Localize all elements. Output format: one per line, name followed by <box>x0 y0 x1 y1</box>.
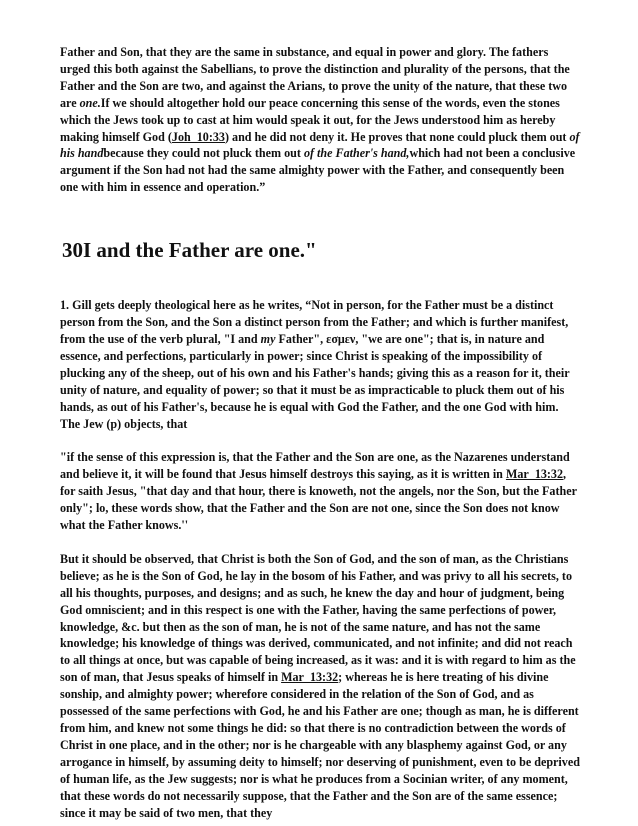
text-run: Father", εσμεν, "we are one"; that is, in nature and essence, and perfections, particularly in power; since Christ is speaking of the impossibility of plucking any of the sheep, out of his own and his Father's hands; giving this as a reason for it, their unity of nature, and equality of power; so that it must be as impracticable to pluck them out of his hands, as out of his Father's, because he is equal with God the Father, and the one God with him. The Jew (p) objects, that <box>60 331 570 431</box>
text-run: Father and Son, that they are the same in substance, and equal in power and glory. The fathers urged this both against the Sabellians, to prove the distinction and plurality of the persons, that the Father and the Son are two, and against the Arians, to prove the unity of the nature, that these two are <box>60 45 570 110</box>
verse-heading: 30I and the Father are one." <box>62 238 317 263</box>
emphasis-text: my <box>260 331 276 346</box>
text-run: because they could not pluck them out <box>103 146 304 161</box>
quoted-objection-paragraph <box>60 449 580 534</box>
commentary-paragraph-2 <box>60 297 580 432</box>
text-run: which had not been a conclusive argument if the Son had not had the same almighty power with the Father, and consequently been one with him in essence and operation.” <box>60 146 576 195</box>
text-run: "if the sense of this expression is, that the Father and the Son are one, as the Nazarenes understand and believe it, it will be found that Jesus himself destroys this saying, as it is written in <box>60 450 570 482</box>
emphasis-text: of the Father's hand, <box>303 146 410 161</box>
text-run: If we should altogether hold our peace concerning this sense of the words, even the stones which the Jews took up to cast at him would speak it out, for the Jews understood him as hereby making himself God ( <box>60 95 560 144</box>
text-run: ; whereas he is here treating of his divine sonship, and almighty power; wherefore considered in the relation of the Son of God, and as possessed of the same perfections with God, he and his Father are one; though as man, he is different from him, and knew not some things he did: so that there is no contradiction between the words of Christ in one place, and in the other; nor is he chargeable with any blasphemy against God, or any arrogance in himself, by assuming deity to himself; nor deserving of punishment, even to be deprived of human life, as the Jew suggests; nor is what he produces from a Socinian writer, of any moment, that these words do not necessarily suppose, that the Father and the Son are of the same essence; since it may be said of two men, that they <box>60 670 580 820</box>
text-run: 1. Gill gets deeply theological here as he writes, “Not in person, for the Father must be a distinct person from the Son, and the Son a distinct person from the Father; and which is further manifest, from the use of the verb plural, "I and <box>60 298 569 346</box>
scripture-link-mar-13-32[interactable]: Mar_13:32 <box>505 467 564 482</box>
text-run: ) and he did not deny it. He proves that none could pluck them out <box>224 129 570 144</box>
emphasis-text: of his hand <box>60 129 580 161</box>
scripture-link-joh-10-33[interactable]: Joh_10:33 <box>171 129 225 144</box>
commentary-paragraph-1 <box>60 44 580 196</box>
emphasis-text: one. <box>79 95 101 110</box>
text-run: But it should be observed, that Christ is both the Son of God, and the son of man, as the Christians believe; as he is the Son of God, he lay in the bosom of his Father, and was privy to all his secrets, to all his thoughts, purposes, and designs; and as such, he knew the day and hour of judgment, being God omniscient; and in this respect is one with the Father, having the same perfections of power, knowledge, &c. but then as the son of man, he is not of the same nature, and has not the same knowledge; his knowledge of things was derived, communicated, and not infinite; and did not reach to all things at once, but was capable of being increased, as it was: and it is with regard to him as the son of man, that Jesus speaks of himself in <box>60 551 576 685</box>
commentary-paragraph-4 <box>60 551 580 822</box>
document-page <box>60 44 580 821</box>
scripture-link-mar-13-32[interactable]: Mar_13:32 <box>281 670 339 685</box>
text-run: , for saith Jesus, "that day and that hour, there is knoweth, not the angels, nor the Son, but the Father only"; lo, these words show, that the Father and the Son are not one, since the Son does not know what the Father knows.'' <box>60 467 577 533</box>
